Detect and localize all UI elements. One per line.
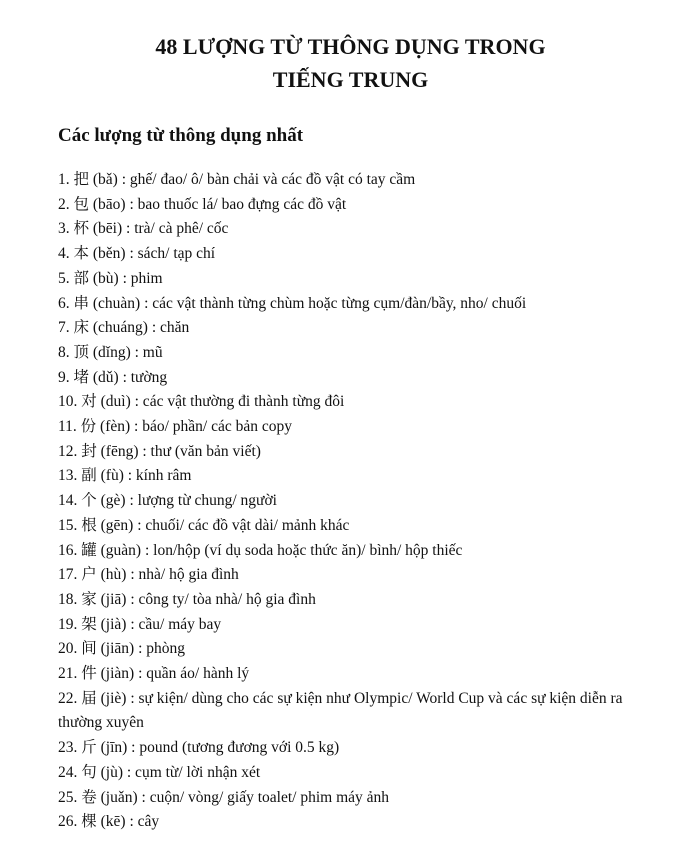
list-item: 2. 包 (bāo) : bao thuốc lá/ bao đựng các đồ vật bbox=[58, 195, 347, 213]
list-item: 5. 部 (bù) : phim bbox=[58, 269, 163, 287]
list-item: 7. 床 (chuáng) : chăn bbox=[58, 319, 190, 337]
list-item: 24. 句 (jù) : cụm từ/ lời nhận xét bbox=[58, 763, 261, 781]
title-line-1: 48 LƯỢNG TỪ THÔNG DỤNG TRONG bbox=[155, 34, 546, 59]
list-item: 9. 堵 (dǔ) : tường bbox=[58, 368, 168, 386]
list-item: 21. 件 (jiàn) : quần áo/ hành lý bbox=[58, 665, 250, 683]
list-item: 6. 串 (chuàn) : các vật thành từng chùm hoặc từng cụm/đàn/bầy, nho/ chuối bbox=[58, 294, 527, 312]
list-item: 26. 棵 (kē) : cây bbox=[58, 813, 160, 831]
list-item: 12. 封 (fēng) : thư (văn bản viết) bbox=[58, 442, 261, 460]
list-item: 14. 个 (gè) : lượng từ chung/ người bbox=[58, 492, 277, 510]
measure-word-list bbox=[58, 168, 635, 835]
list-item: 8. 顶 (dǐng) : mũ bbox=[58, 343, 163, 361]
list-item: 15. 根 (gēn) : chuối/ các đồ vật dài/ mảnh khác bbox=[58, 516, 350, 534]
list-item: 3. 杯 (bēi) : trà/ cà phê/ cốc bbox=[58, 220, 229, 238]
list-item: 17. 户 (hù) : nhà/ hộ gia đình bbox=[58, 566, 239, 584]
list-item: 20. 间 (jiān) : phòng bbox=[58, 640, 185, 658]
section-heading: Các lượng từ thông dụng nhất bbox=[58, 125, 304, 146]
list-item: 4. 本 (běn) : sách/ tạp chí bbox=[58, 245, 216, 263]
list-item: 22. 届 (jiè) : sự kiện/ dùng cho các sự kiện như Olympic/ World Cup và các sự kiện diễn ra thường xuyên bbox=[58, 689, 627, 732]
list-item: 18. 家 (jiā) : công ty/ tòa nhà/ hộ gia đình bbox=[58, 590, 316, 608]
document-title bbox=[58, 30, 635, 96]
list-item: 1. 把 (bǎ) : ghế/ đao/ ô/ bàn chải và các đồ vật có tay cầm bbox=[58, 171, 416, 188]
list-item: 13. 副 (fù) : kính râm bbox=[58, 467, 192, 485]
list-item: 25. 卷 (juǎn) : cuộn/ vòng/ giấy toalet/ phim máy ảnh bbox=[58, 788, 390, 806]
list-item: 11. 份 (fèn) : báo/ phần/ các bản copy bbox=[58, 418, 292, 436]
list-item: 23. 斤 (jīn) : pound (tương đương với 0.5 kg) bbox=[58, 739, 340, 757]
list-item: 10. 对 (duì) : các vật thường đi thành từng đôi bbox=[58, 393, 345, 411]
list-item: 16. 罐 (guàn) : lon/hộp (ví dụ soda hoặc thức ăn)/ bình/ hộp thiếc bbox=[58, 541, 463, 559]
title-line-2: TIẾNG TRUNG bbox=[272, 67, 429, 92]
list-item: 19. 架 (jià) : cầu/ máy bay bbox=[58, 615, 222, 633]
